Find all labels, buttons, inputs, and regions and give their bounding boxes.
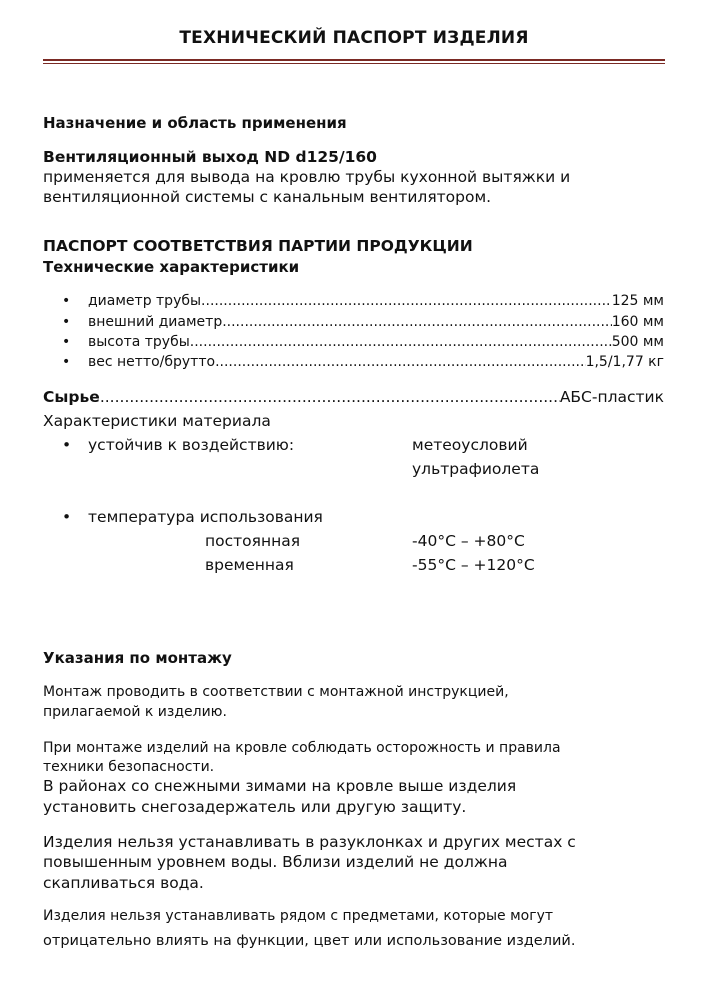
spec-label: внешний диаметр (88, 314, 223, 330)
installation-p5-line1: Изделия нельзя устанавливать рядом с предметами, которые могут (43, 908, 554, 924)
purpose-line-2: вентиляционной системы с канальным вентилятором. (43, 188, 492, 206)
passport-heading: ПАСПОРТ СООТВЕТСТВИЯ ПАРТИИ ПРОДУКЦИИ (43, 237, 473, 255)
installation-p4-line2: повышенным уровнем воды. Вблизи изделий не должна (43, 853, 508, 871)
bullet-icon: • (62, 293, 71, 309)
temp-constant-value: -40°C – +80°C (412, 532, 525, 550)
temp-constant-label: постоянная (205, 532, 301, 550)
spec-value: 160 мм (611, 314, 664, 330)
leader-dots (100, 388, 560, 406)
spec-label: вес нетто/брутто (88, 354, 216, 370)
spec-row-outer-diameter (62, 314, 664, 334)
spec-row-weight (62, 354, 664, 374)
leader-dots (190, 334, 612, 350)
product-name: Вентиляционный выход ND d125/160 (43, 148, 377, 166)
resistant-label: устойчив к воздействию: (88, 436, 295, 454)
temp-temporary-value: -55°C – +120°C (412, 556, 535, 574)
header-rule (43, 59, 665, 61)
bullet-icon: • (62, 314, 71, 330)
leader-dots (215, 354, 586, 370)
installation-p3-line2: установить снегозадержатель или другую защиту. (43, 798, 467, 816)
purpose-heading: Назначение и область применения (43, 114, 347, 132)
spec-value: 500 мм (611, 334, 664, 350)
resistant-value-uv: ультрафиолета (412, 460, 540, 478)
bullet-icon: • (62, 334, 71, 350)
temp-temporary-label: временная (205, 556, 294, 574)
specs-subheading: Технические характеристики (43, 258, 300, 276)
installation-p4-line1: Изделия нельзя устанавливать в разуклонках и других местах с (43, 833, 576, 851)
purpose-line-1: применяется для вывода на кровлю трубы кухонной вытяжки и (43, 168, 571, 186)
header-rule-thin (43, 63, 665, 64)
installation-p4-line3: скапливаться вода. (43, 874, 204, 892)
raw-material-row (43, 388, 664, 406)
installation-p1-line1: Монтаж проводить в соответствии с монтажной инструкцией, (43, 684, 509, 700)
spec-row-diameter (62, 293, 664, 313)
leader-dots (201, 293, 612, 309)
temp-label: температура использования (88, 508, 323, 526)
spec-value: 125 мм (611, 293, 664, 309)
installation-p1-line2: прилагаемой к изделию. (43, 704, 227, 720)
spec-label: диаметр трубы (88, 293, 202, 309)
installation-heading: Указания по монтажу (43, 649, 232, 667)
installation-p3-line1: В районах со снежными зимами на кровле выше изделия (43, 777, 517, 795)
page-title: ТЕХНИЧЕСКИЙ ПАСПОРТ ИЗДЕЛИЯ (179, 28, 529, 48)
bullet-icon: • (62, 436, 72, 454)
installation-p2-line2: техники безопасности. (43, 759, 215, 775)
material-char-heading: Характеристики материала (43, 412, 271, 430)
raw-material-label: Сырье (43, 388, 100, 406)
leader-dots (222, 314, 612, 330)
installation-p2-line1: При монтаже изделий на кровле соблюдать осторожность и правила (43, 740, 561, 756)
bullet-icon: • (62, 508, 72, 526)
bullet-icon: • (62, 354, 71, 370)
spec-row-height (62, 334, 664, 354)
raw-material-value: АБС-пластик (559, 388, 664, 406)
spec-value: 1,5/1,77 кг (585, 354, 664, 370)
installation-p5-line2: отрицательно влиять на функции, цвет или использование изделий. (43, 933, 576, 949)
resistant-value-weather: метеоусловий (412, 436, 528, 454)
spec-label: высота трубы (88, 334, 190, 350)
